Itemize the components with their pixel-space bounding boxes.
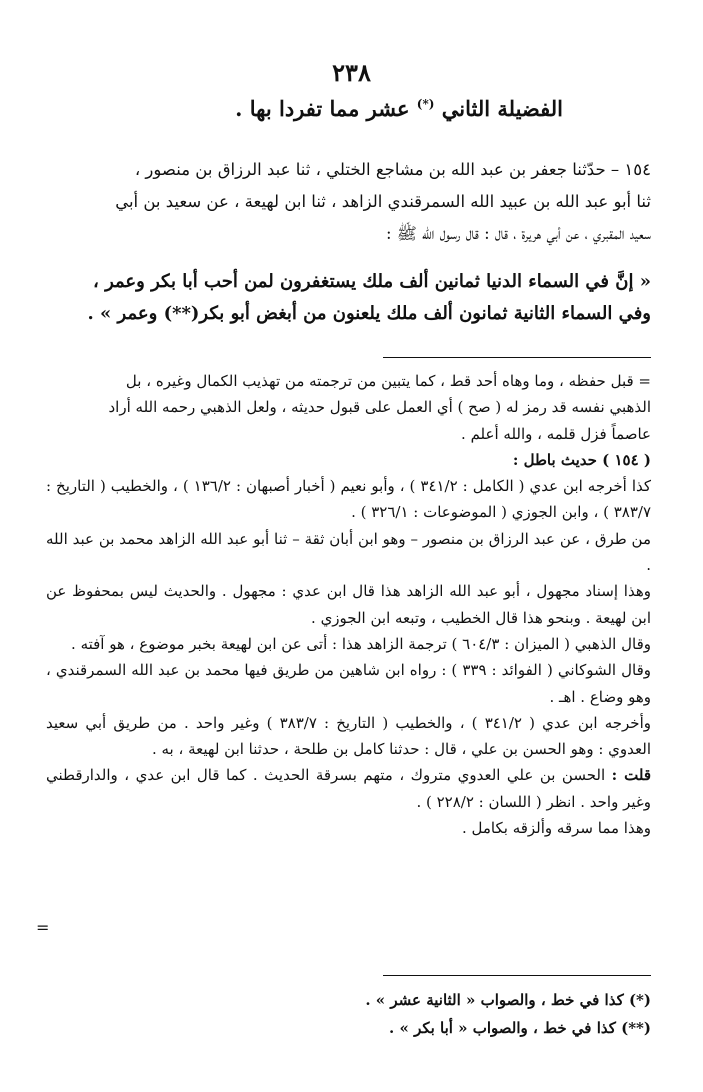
note-intro-line: = قبل حفظه ، وما وهاه أحد قط ، كما يتبين من ترجمته من تهذيب الكمال وغيره ، بل	[125, 372, 651, 390]
hadith-isnad	[46, 154, 651, 250]
footnote: (**) كذا في خط ، والصواب « أبا بكر » .	[389, 1019, 651, 1037]
page-number: ٢٣٨	[332, 58, 371, 87]
note-paragraph: وقال الذهبي ( الميزان : ٦٠٤/٣ ) ترجمة الزاهد هذا : أتى عن ابن لهيعة بخبر موضوع ، هو آفته .	[71, 634, 651, 653]
qult-text: الحسن بن علي العدوي متروك ، متهم بسرقة الحديث . كما قال ابن عدي ، والدارقطني وغير واحد . انظر ( اللسان : ٢٢٨/٢ ) .	[46, 766, 651, 811]
notes-divider	[383, 357, 651, 358]
section-title-rest: عشر مما تفردا بها .	[235, 96, 410, 121]
hadith-matn	[46, 266, 651, 330]
section-title-text: الفضيلة الثاني	[441, 96, 563, 121]
note-intro-line: الذهبي نفسه قد رمز له ( صح ) أي العمل على قبول حديثه ، ولعل الذهبي رحمه الله أراد	[108, 398, 651, 417]
note-paragraph: من طرق ، عن عبد الرزاق بن منصور – وهو ابن أبان ثقة – ثنا أبو عبد الله الزاهد محمد بن عبد الله .	[46, 529, 651, 575]
note-last-line: وهذا مما سرقه وألزقه بكامل .	[461, 819, 651, 838]
isnad-line: ١٥٤ – حدّثنا جعفر بن عبد الله بن مشاجع الختلي ، ثنا عبد الرزاق بن منصور ،	[134, 160, 651, 179]
note-intro-line: عاصماً فزل قلمه ، والله أعلم .	[461, 424, 651, 443]
matn-line: وفي السماء الثانية ثمانون ألف ملك يلعنون من أبغض أبو بكر(**) وعمر » .	[87, 303, 651, 324]
qult-label: قلت :	[611, 766, 651, 785]
note-paragraph: وأخرجه ابن عدي ( ٣٤١/٢ ) ، والخطيب ( التاريخ : ٣٨٣/٧ ) وغير واحد . من طريق أبي سعيد العدوي : وهو الحسن بن علي ، قال : حدثنا كامل بن طلحة ، حدثنا ابن لهيعة ، به .	[46, 713, 651, 759]
isnad-line: سعيد المقبري ، عن أبي هريرة ، قال : قال رسول الله ﷺ :	[386, 224, 651, 243]
note-paragraph: كذا أخرجه ابن عدي ( الكامل : ٣٤١/٢ ) ، وأبو نعيم ( أخبار أصبهان : ١٣٦/٢ ) ، والخطيب ( التاريخ : ٣٨٣/٧ ) ، وابن الجوزي ( الموضوعات : ٣٢٦/١ ) .	[46, 477, 651, 522]
footnotes	[46, 986, 651, 1042]
matn-line: « إنَّ في السماء الدنيا ثمانين ألف ملك يستغفرون لمن أحب أبا بكر وعمر ،	[93, 271, 651, 292]
footnote: (*) كذا في خط ، والصواب « الثانية عشر » .	[365, 991, 651, 1009]
footnotes-divider	[383, 975, 651, 976]
isnad-line: ثنا أبو عبد الله بن عبيد الله السمرقندي الزاهد ، ثنا ابن لهيعة ، عن سعيد بن أبي	[115, 192, 651, 211]
note-heading: ( ١٥٤ ) حديث باطل :	[512, 450, 651, 469]
continuation-mark: =	[36, 918, 50, 937]
title-footnote-marker: (*)	[416, 97, 435, 111]
section-title	[83, 96, 563, 121]
note-paragraph: وقال الشوكاني ( الفوائد : ٣٣٩ ) : رواه ابن شاهين من طريق فيها محمد بن عبد الله السمرقندي ، وهو وضاع . اهـ .	[46, 661, 651, 706]
note-qult	[46, 762, 651, 815]
note-paragraph: وهذا إسناد مجهول ، أبو عبد الله الزاهد هذا قال ابن عدي : مجهول . والحديث ليس بمحفوظ عن ابن لهيعة . وبنحو هذا قال الخطيب ، وتبعه ابن الجوزي .	[46, 582, 651, 627]
commentary-notes	[46, 368, 651, 841]
